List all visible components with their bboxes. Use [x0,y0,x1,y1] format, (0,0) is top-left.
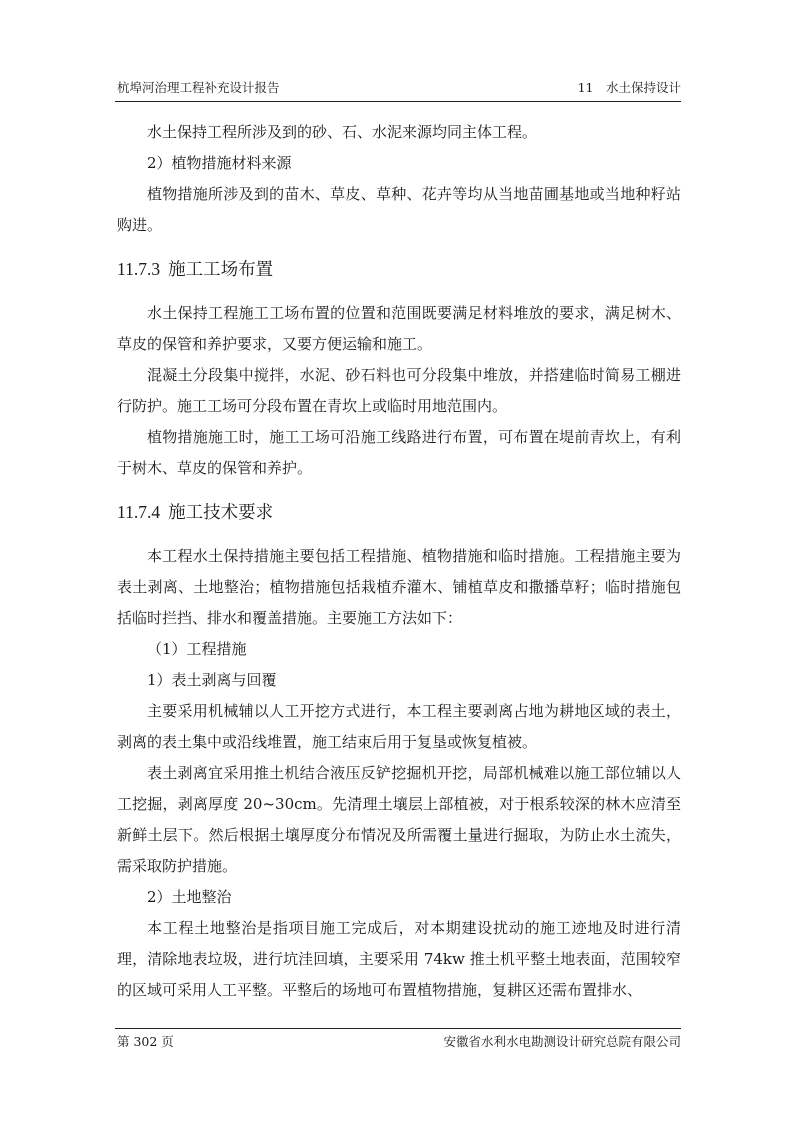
list-item-heading: 2）土地整治 [147,888,232,906]
paragraph: 表土剥离宜采用推土机结合液压反铲挖掘机开挖，局部机械难以施工部位辅以人工挖掘，剥离厚度 20~30cm。先清理土壤层上部植被，对于根系较深的林木应清至新鲜土层下。然后根据土壤厚度分布情况及所需覆土量进行掘取，为防止水土流失，需采取防护措施。 [117,764,681,875]
paragraph: 本工程土地整治是指项目施工完成后，对本期建设扰动的施工迹地及时进行清理，清除地表垃圾，进行坑洼回填，主要采用 74kw 推土机平整土地表面，范围较窄的区域可采用人工平整。平整后的场地可布置植物措施，复耕区还需布置排水、 [117,919,681,999]
footer-divider [115,1028,681,1029]
page-body [117,117,681,1006]
paragraph: 水土保持工程施工工场布置的位置和范围既要满足材料堆放的要求，满足树木、草皮的保管和养护要求，又要方便运输和施工。 [117,304,681,353]
list-item-heading: 2）植物措施材料来源 [147,154,292,172]
publisher-name: 安徽省水利水电勘测设计研究总院有限公司 [443,1034,681,1049]
paragraph: 水土保持工程所涉及到的砂、石、水泥来源均同主体工程。 [147,123,538,141]
running-header-title: 杭埠河治理工程补充设计报告 [117,80,280,95]
section-number: 11.7.3 [117,259,161,279]
paragraph: 主要采用机械辅以人工开挖方式进行，本工程主要剥离占地为耕地区域的表土，剥离的表土集中或沿线堆置，施工结束后用于复垦或恢复植被。 [117,702,681,751]
page-number: 第 302 页 [117,1034,174,1049]
section-heading [117,492,681,533]
section-heading [117,249,681,290]
header-divider [115,101,681,102]
section-title: 施工工场布置 [168,260,274,280]
section-number: 11.7.4 [117,502,161,522]
section-title: 施工技术要求 [168,503,274,523]
paragraph: 混凝土分段集中搅拌，水泥、砂石料也可分段集中堆放，并搭建临时简易工棚进行防护。施工工场可分段布置在青坎上或临时用地范围内。 [117,366,681,415]
running-header-chapter: 11 水土保持设计 [577,80,681,95]
paragraph: 本工程水土保持措施主要包括工程措施、植物措施和临时措施。工程措施主要为表土剥离、土地整治；植物措施包括栽植乔灌木、铺植草皮和撒播草籽；临时措施包括临时拦挡、排水和覆盖措施。主要施工方法如下： [117,547,681,627]
list-item-heading: （1）工程措施 [147,640,247,658]
list-item-heading: 1）表土剥离与回覆 [147,671,277,689]
paragraph: 植物措施施工时，施工工场可沿施工线路进行布置，可布置在堤前青坎上，有利于树木、草皮的保管和养护。 [117,428,681,477]
paragraph: 植物措施所涉及到的苗木、草皮、草种、花卉等均从当地苗圃基地或当地种籽站购进。 [117,185,681,234]
